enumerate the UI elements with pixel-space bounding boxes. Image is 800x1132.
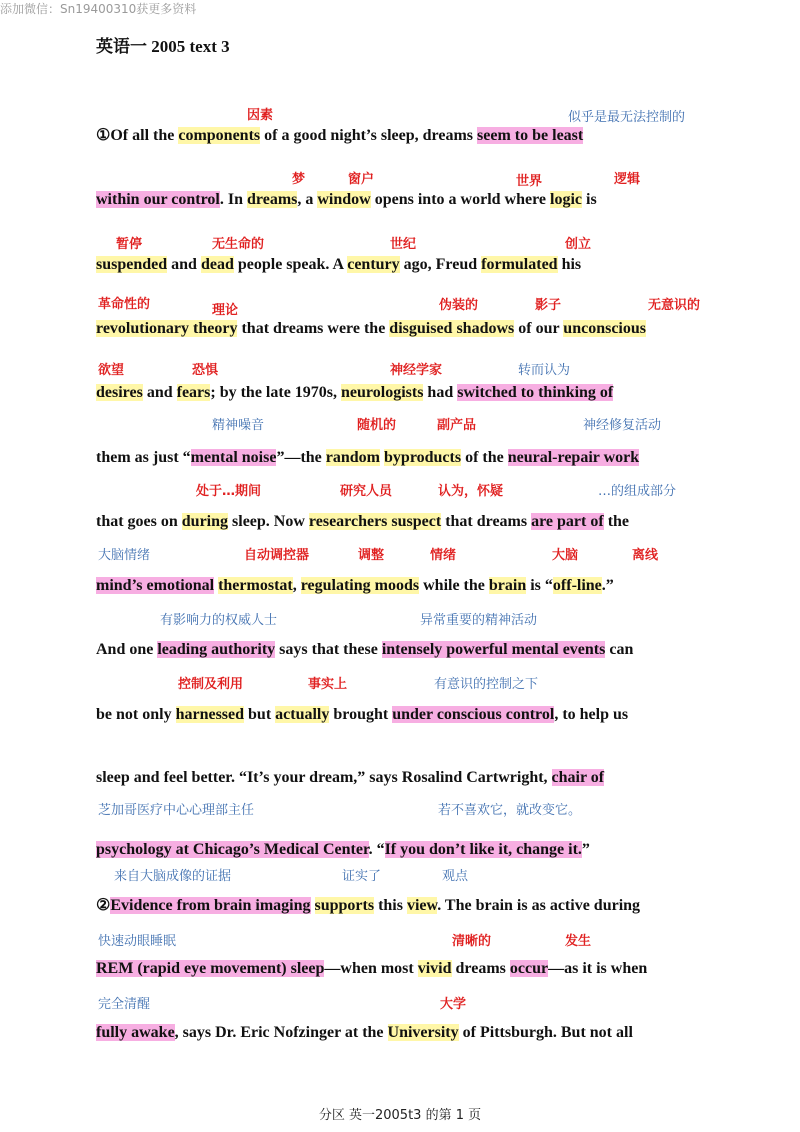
passage-line-14: REM (rapid eye movement) sleep—when most vivid dreams occur—as it is when	[96, 960, 648, 977]
highlight: suspended	[96, 256, 168, 273]
highlight: dreams	[247, 191, 298, 208]
annotation: 芝加哥医疗中心心理部主任	[98, 803, 255, 818]
annotation: 革命性的	[98, 297, 151, 312]
highlight: desires	[96, 384, 143, 401]
annotation: 逻辑	[614, 172, 641, 187]
page-title: 英语一 2005 text 3	[96, 37, 230, 56]
annotation: 影子	[535, 298, 562, 313]
highlight: vivid	[417, 960, 452, 977]
passage-line-13: ②Evidence from brain imaging supports this view. The brain is as active during	[96, 897, 641, 914]
highlight: thermostat	[218, 577, 293, 594]
annotation: 有意识的控制之下	[434, 677, 539, 692]
passage-line-1: ①Of all the components of a good night’s sleep, dreams seem to be least	[96, 127, 584, 144]
highlight: century	[347, 256, 400, 273]
highlight: supports	[314, 897, 375, 914]
highlight: If you don’t like it, change it.	[384, 841, 582, 858]
annotation: 无意识的	[648, 298, 701, 313]
annotation: 清晰的	[452, 934, 492, 949]
watermark: 添加微信：Sn19400310获更多资料	[0, 2, 197, 16]
annotation: 控制及利用	[178, 677, 244, 692]
highlight: logic	[550, 191, 582, 208]
highlight: byproducts	[384, 449, 462, 466]
highlight: neurologists	[341, 384, 424, 401]
annotation: 发生	[565, 934, 592, 949]
highlight: mind’s emotional	[96, 577, 215, 594]
annotation: 异常重要的精神活动	[420, 613, 538, 628]
passage-line-2: within our control. In dreams, a window opens into a world where logic is	[96, 191, 597, 208]
highlight: during	[181, 513, 229, 530]
annotation: 神经学家	[390, 363, 443, 378]
highlight: components	[178, 127, 261, 144]
passage-line-12: psychology at Chicago’s Medical Center. “If you don’t like it, change it.”	[96, 841, 590, 858]
passage-line-15: fully awake, says Dr. Eric Nofzinger at the University of Pittsburgh. But not all	[96, 1024, 633, 1041]
passage-line-5: desires and fears; by the late 1970s, neurologists had switched to thinking of	[96, 384, 614, 401]
annotation: 证实了	[342, 869, 382, 884]
highlight: revolutionary theory	[96, 320, 238, 337]
annotation: 快速动眼睡眠	[98, 934, 177, 949]
annotation: 完全清醒	[98, 997, 151, 1012]
passage-line-3: suspended and dead people speak. A century ago, Freud formulated his	[96, 256, 582, 273]
passage-line-8: mind’s emotional thermostat, regulating moods while the brain is “off-line.”	[96, 577, 614, 594]
highlight: random	[325, 449, 381, 466]
annotation: 离线	[632, 548, 659, 563]
annotation: 有影响力的权威人士	[160, 613, 278, 628]
highlight: University	[387, 1024, 459, 1041]
highlight: Evidence from brain imaging	[110, 897, 311, 914]
highlight: window	[317, 191, 371, 208]
passage-line-4: revolutionary theory that dreams were the disguised shadows of our unconscious	[96, 320, 646, 337]
highlight: intensely powerful mental events	[381, 641, 606, 658]
highlight: under conscious control	[392, 706, 555, 723]
annotation: 来自大脑成像的证据	[114, 869, 232, 884]
annotation: 研究人员	[340, 484, 393, 499]
page-footer: 分区 英一2005t3 的第 1 页	[318, 1108, 482, 1123]
highlight: REM (rapid eye movement) sleep	[96, 960, 325, 977]
highlight: are part of	[531, 513, 604, 530]
passage-line-9: And one leading authority says that these intensely powerful mental events can	[96, 641, 634, 658]
annotation: 事实上	[308, 677, 348, 692]
annotation: 精神噪音	[212, 418, 265, 433]
annotation: 大脑	[552, 548, 579, 563]
highlight: fully awake	[96, 1024, 175, 1041]
highlight: harnessed	[175, 706, 245, 723]
highlight: unconscious	[563, 320, 646, 337]
highlight: formulated	[481, 256, 558, 273]
annotation: 处于…期间	[196, 484, 262, 499]
highlight: mental noise	[190, 449, 277, 466]
highlight: chair of	[551, 769, 605, 786]
annotation: 因素	[247, 108, 274, 123]
annotation: 世纪	[390, 237, 417, 252]
annotation: 梦	[292, 172, 306, 187]
annotation: 情绪	[430, 548, 457, 563]
annotation: 若不喜欢它，就改变它。	[438, 803, 582, 818]
highlight: dead	[200, 256, 234, 273]
highlight: leading authority	[157, 641, 276, 658]
annotation: 神经修复活动	[583, 418, 662, 433]
highlight: researchers suspect	[308, 513, 442, 530]
passage-line-6: them as just “mental noise”—the random byproducts of the neural-repair work	[96, 449, 640, 466]
annotation: 大脑情绪	[98, 548, 151, 563]
annotation: 转而认为	[518, 363, 571, 378]
annotation: 大学	[440, 997, 467, 1012]
highlight: within our control	[96, 191, 220, 208]
annotation: 窗户	[348, 172, 375, 187]
passage-line-11: sleep and feel better. “It’s your dream,” says Rosalind Cartwright, chair of	[96, 769, 605, 786]
highlight: psychology at Chicago’s Medical Center	[96, 841, 369, 858]
highlight: view	[406, 897, 438, 914]
annotation: 暂停	[116, 237, 143, 252]
highlight: seem to be least	[477, 127, 584, 144]
highlight: brain	[488, 577, 527, 594]
annotation: 副产品	[437, 418, 477, 433]
annotation: 似乎是最无法控制的	[568, 110, 686, 125]
highlight: off-line	[552, 577, 602, 594]
passage-line-7: that goes on during sleep. Now researchers suspect that dreams are part of the	[96, 513, 630, 530]
highlight: neural-repair work	[507, 449, 640, 466]
passage-line-10: be not only harnessed but actually brought under conscious control, to help us	[96, 706, 629, 723]
annotation: 世界	[516, 174, 543, 189]
annotation: 创立	[565, 237, 592, 252]
highlight: disguised shadows	[389, 320, 515, 337]
annotation: 随机的	[357, 418, 397, 433]
annotation: 观点	[442, 869, 469, 884]
annotation: 认为，怀疑	[438, 484, 504, 499]
highlight: fears	[176, 384, 211, 401]
annotation: 伪装的	[439, 298, 479, 313]
annotation: 理论	[212, 303, 239, 318]
annotation: 调整	[358, 548, 385, 563]
highlight: actually	[275, 706, 330, 723]
highlight: switched to thinking of	[457, 384, 614, 401]
highlight: occur	[509, 960, 549, 977]
annotation: 自动调控器	[244, 548, 310, 563]
annotation: 欲望	[98, 363, 125, 378]
highlight: regulating moods	[300, 577, 420, 594]
annotation: …的组成部分	[598, 484, 677, 499]
annotation: 恐惧	[192, 363, 219, 378]
annotation: 无生命的	[212, 237, 265, 252]
